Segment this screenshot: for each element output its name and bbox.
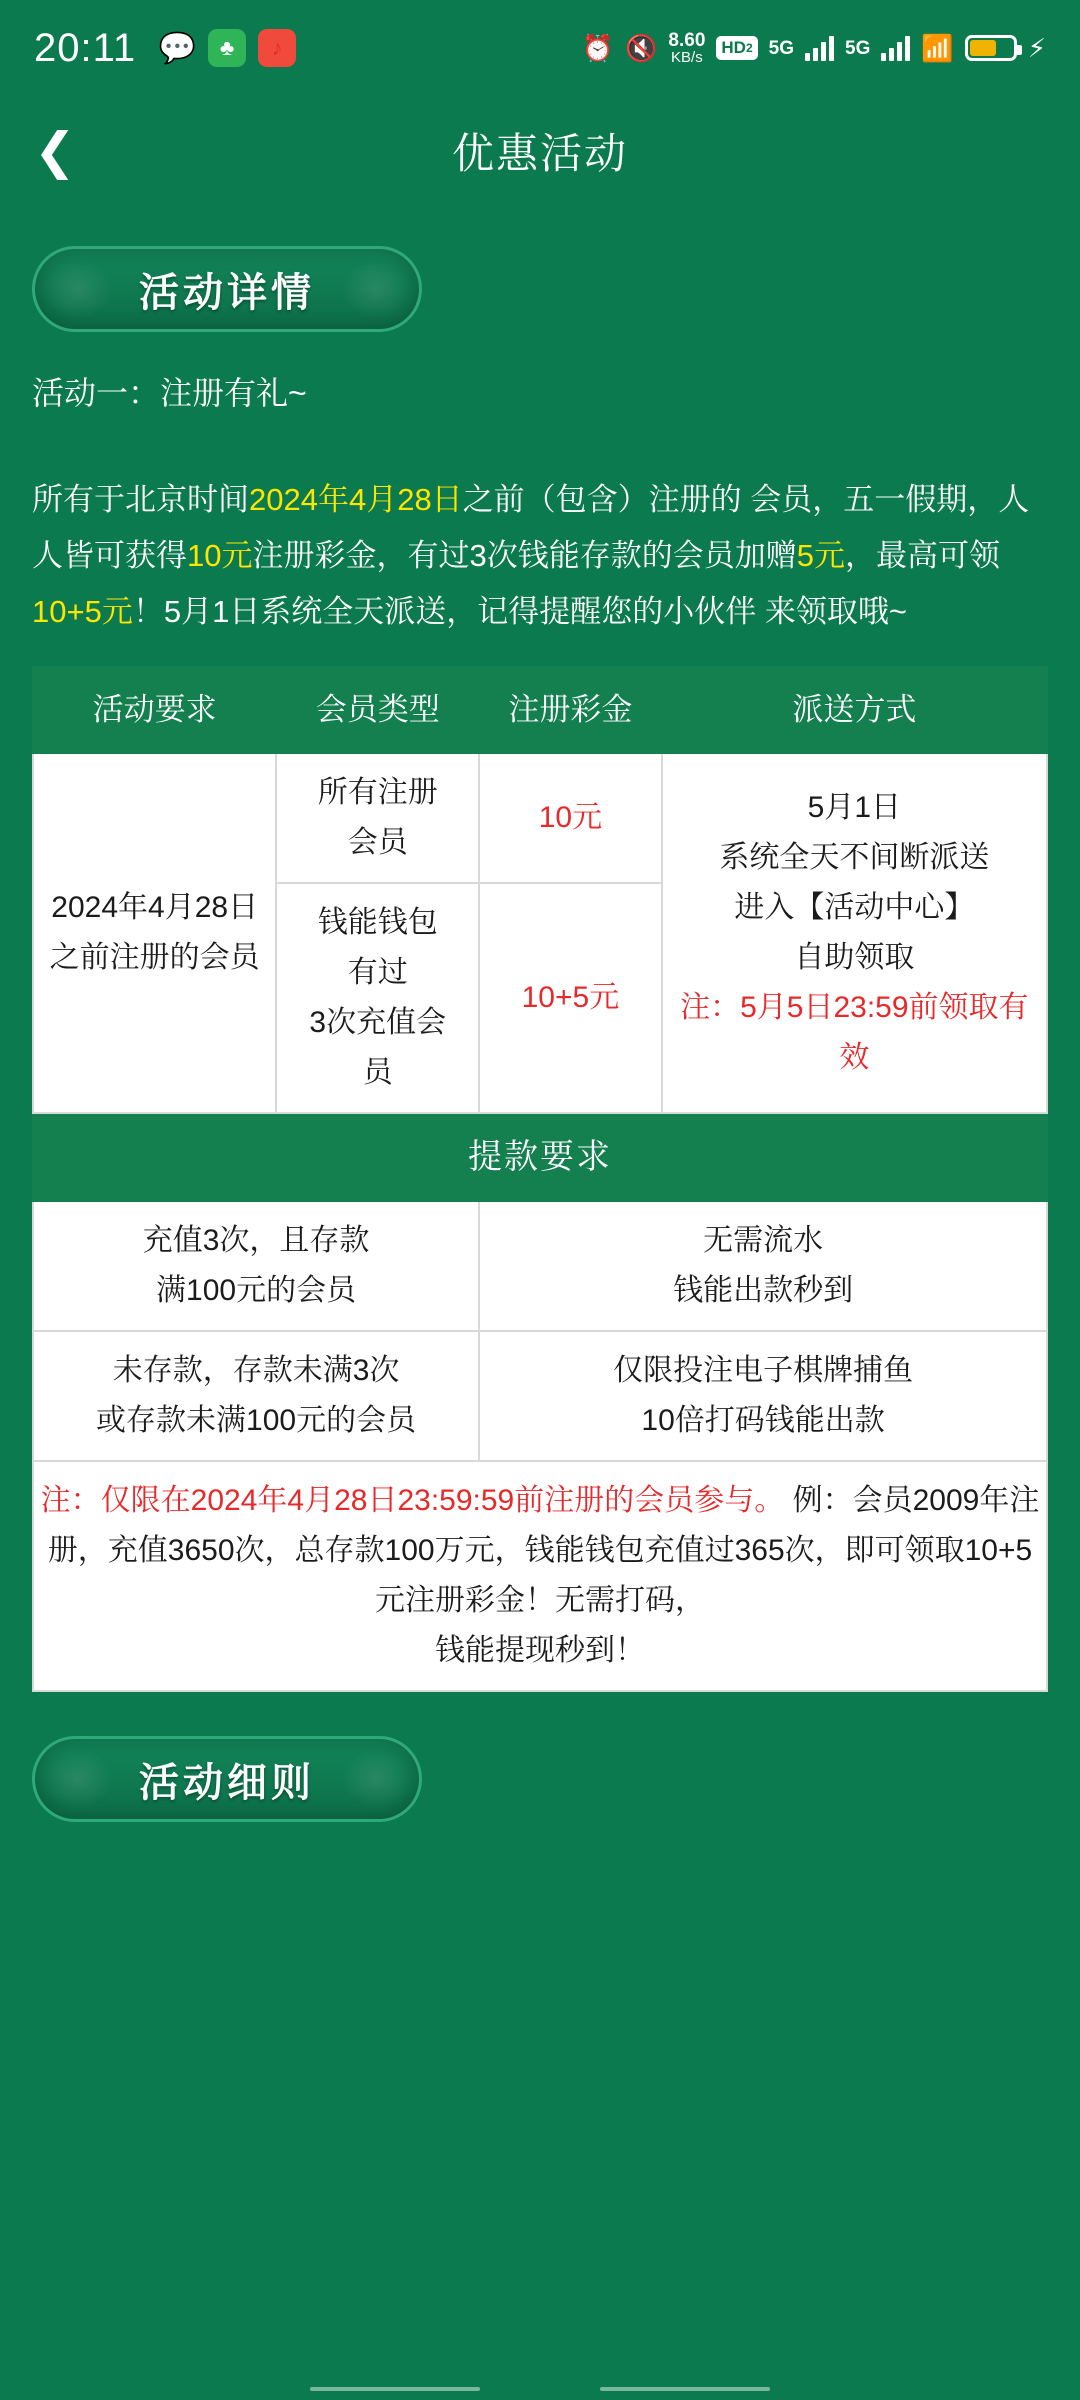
nav-hint-right xyxy=(600,2387,770,2391)
status-left-icons xyxy=(158,29,296,67)
table-row xyxy=(33,1331,1047,1461)
table-header-delivery: 派送方式 xyxy=(662,667,1047,753)
back-button[interactable]: ❮ xyxy=(34,123,76,179)
section-banner-detail-label: 活动详情 xyxy=(139,270,315,315)
hd-badge-label: HD xyxy=(721,38,746,57)
nav-hint-left xyxy=(310,2387,480,2391)
table-header-row xyxy=(33,667,1047,753)
wechat-icon: 💬 xyxy=(158,31,196,65)
sim1-label xyxy=(769,39,794,58)
cell-delivery xyxy=(662,753,1047,1113)
table-header-member-type: 会员类型 xyxy=(276,667,479,753)
footnote-red: 注：仅限在2024年4月28日23:59:59前注册的会员参与。 xyxy=(40,1484,785,1517)
alarm-icon: ⏰ xyxy=(581,33,615,63)
paragraph-highlight: 2024年4月28日 xyxy=(249,482,463,517)
net-speed-value: 8.60 xyxy=(668,30,706,51)
cell-bonus-1: 10元 xyxy=(479,753,662,883)
footnote-black-center: 钱能提现秒到！ xyxy=(435,1634,645,1667)
paragraph-text: ！5月1日系统全天派送，记得提醒您的小伙伴 来领取哦~ xyxy=(132,594,908,629)
wifi-icon: 📶 xyxy=(921,33,954,63)
paragraph-highlight: 10元 xyxy=(187,538,253,573)
activity-subtitle: 活动一：注册有礼~ xyxy=(32,375,307,411)
sim2-label xyxy=(845,39,870,58)
table-row xyxy=(33,753,1047,883)
paragraph-highlight: 10+5元 xyxy=(32,594,133,629)
paragraph-text: 之前（包含）注册的 会员，五一假期，人人皆可获得 xyxy=(32,482,1030,573)
withdraw-band-label: 提款要求 xyxy=(33,1113,1047,1201)
cell-requirement: 2024年4月28日 之前注册的会员 xyxy=(33,753,276,1113)
signal-bars-1-icon xyxy=(805,35,834,61)
page-title: 优惠活动 xyxy=(451,130,628,177)
status-time: 20:11 xyxy=(34,25,137,70)
signal-bars-2-icon xyxy=(881,35,910,61)
activity-paragraph xyxy=(32,472,1048,640)
table-row xyxy=(33,1201,1047,1331)
red-app-icon: ♪ xyxy=(258,29,296,67)
title-bar xyxy=(0,96,1080,206)
status-bar xyxy=(0,0,1080,96)
section-banner-detail xyxy=(32,246,422,332)
sim1-text: 5G xyxy=(768,37,794,59)
paragraph-highlight: 5元 xyxy=(796,538,845,573)
delivery-note: 注：5月5日23:59前领取有效 xyxy=(680,991,1029,1074)
delivery-line-3: 进入【活动中心】 xyxy=(734,891,975,924)
hd-badge-sub: 2 xyxy=(745,41,753,55)
delivery-line-1: 5月1日 xyxy=(807,791,902,824)
net-speed-indicator xyxy=(668,31,705,65)
main-content xyxy=(0,246,1080,1822)
table-header-bonus: 注册彩金 xyxy=(479,667,662,753)
paragraph-text: 注册彩金，有过3次钱能存款的会员加赠 xyxy=(252,538,797,573)
table-footnote-row xyxy=(33,1461,1047,1691)
navigation-hint-bar xyxy=(0,2378,1080,2400)
net-speed-unit: KB/s xyxy=(671,49,703,66)
activity-table xyxy=(32,666,1048,1692)
hd-icon xyxy=(716,36,757,60)
withdraw-row-1-right: 无需流水 钱能出款秒到 xyxy=(479,1201,1047,1331)
cell-member-type-1: 所有注册 会员 xyxy=(276,753,479,883)
paragraph-text: ，最高可领 xyxy=(844,538,1000,573)
section-banner-rules-label: 活动细则 xyxy=(139,1760,315,1805)
table-footnote xyxy=(33,1461,1047,1691)
footnote-black: 例：会员2009年注册，充值3650次，总存款100万元，钱能钱包充值过365次，即可领取10+5元注册彩金！无需打码， xyxy=(47,1484,1040,1617)
delivery-line-4: 自助领取 xyxy=(794,941,915,974)
mute-icon: 🔇 xyxy=(625,33,658,63)
cell-member-type-2: 钱能钱包 有过 3次充值会 员 xyxy=(276,883,479,1113)
cell-bonus-2: 10+5元 xyxy=(479,883,662,1113)
charging-bolt-icon: ⚡ xyxy=(1027,33,1046,63)
withdraw-band-row xyxy=(33,1113,1047,1201)
status-right-icons xyxy=(582,31,1046,65)
sim2-text: 5G xyxy=(845,37,871,59)
battery-icon xyxy=(965,35,1017,61)
withdraw-row-2-right: 仅限投注电子棋牌捕鱼 10倍打码钱能出款 xyxy=(479,1331,1047,1461)
table-header-requirement: 活动要求 xyxy=(33,667,276,753)
paragraph-text: 所有于北京时间 xyxy=(32,482,249,517)
delivery-line-2: 系统全天不间断派送 xyxy=(719,841,990,874)
green-app-icon: ♣ xyxy=(208,29,246,67)
withdraw-row-1-left: 充值3次，且存款 满100元的会员 xyxy=(33,1201,479,1331)
withdraw-row-2-left: 未存款，存款未满3次 或存款未满100元的会员 xyxy=(33,1331,479,1461)
section-banner-rules xyxy=(32,1736,422,1822)
